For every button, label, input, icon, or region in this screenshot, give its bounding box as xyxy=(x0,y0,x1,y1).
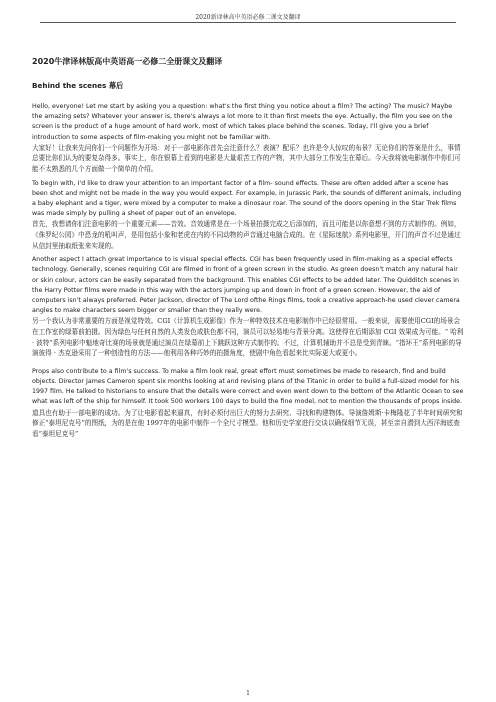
document-body xyxy=(32,56,464,443)
document-subtitle: Behind the scenes 幕后 xyxy=(32,81,124,90)
paragraph-4-english: Props also contribute to a film's success. To make a film look real, great effort must sometimes be made to research, find and build objects. Director James Cameron spent six months looking at and revising plans of the Titanic in order to build a full-sized model for his 1997 film. He talked to historians to ensure that the details were correct and even went down to the bottom of the Atlantic Ocean to see what was left of the ship for himself. It took 500 workers 100 days to build the fine model, not to mention the thousands of props inside. xyxy=(32,367,464,406)
paragraph-2-chinese: 首先，我想请你们注意电影的一个重要元素——音效。音效通常是在一个场景拍摄完成之后添加的，而且可能是以你意想不到的方式制作的。例如，《侏罗纪公园》中恐龙的吼叫声，是用包括小象和老虎在内的不同动物的声音通过电脑合成的。在《星际迷航》系列电影里，开门的声音不过是通过从信封里抽取纸张来实现的。 xyxy=(32,220,461,250)
document-title: 2020牛津译林版高中英语高一必修二全册课文及翻译 xyxy=(32,57,223,66)
paragraph-3-chinese: 另一个我认为非常重要的方面是视觉特效。CGI（计算机生成影像）作为一种特效技术在电影制作中已经很常用。一般来说，需要使用CGI的场景会在工作室的绿幕前拍摄。因为绿色与任何自然的人类发色或肤色都不同，演员可以轻易地与背景分离。这使得在后期添加 CGI 效果成为可能。“ 哈利 · 波特”系列电影中魁地奇比赛的场景就是通过演员在绿幕前上下跳跃这种方式制作的。不过，计算机辅助并不总是受到青睐。“指环王”系列电影的导演彼得 · 杰克逊采用了一种创造性的方法——他利用各种巧妙的拍摄角度，使剧中角色看起来比实际更大或更小。 xyxy=(32,317,464,358)
paragraph-3-english: Another aspect I attach great importance to is visual special effects. CGI has been frequently used in film-making as a special effects technology. Generally, scenes requiring CGI are filmed in front of a green screen in the studio. As green doesn't match any natural hair or skin colour, actors can be easily separated from the background. This enables CGI effects to be added later. The Quidditch scenes in the Harry Potter films were made in this way with the actors jumping up and down in front of a green screen. However, the aid of computers isn't always preferred. Peter Jackson, director of The Lord ofthe Rings films, took a creative approach-he used clever camera angles to make characters seem bigger or smaller than they really were. xyxy=(32,256,460,315)
paragraph-1-chinese: 大家好！让我来先问你们一个问题作为开场：对于一部电影你首先会注意什么？表演？配乐？也许是令人惊叹的布景？无论你们的答案是什么，事情总要比你们认为的要复杂得多。事实上，你在银幕上看到的电影是大量艰苦工作的产物，其中大部分工作发生在幕后。今天我将就电影制作中你们可能不太熟悉的几个方面做一个简单的介绍。 xyxy=(32,143,461,173)
header-divider xyxy=(40,22,456,23)
paragraph-2-english: To begin with, I'd like to draw your attention to an important factor of a film- sound effects. These are often added after a scene has been shot and might not be made in the way you would expect. For example, in Jurassic Park, the sounds of different animals, including a baby elephant and a tiger, were mixed by a computer to make a dinosaur roar. The sound of the doors opening in the Star Trek films was made simply by pulling a sheet of paper out of an envelope. xyxy=(32,179,462,218)
page-header: 2020新译林高中英语必修二课文及翻译 xyxy=(195,14,301,21)
paragraph-1-english: Hello, everyone! Let me start by asking you a question: what's the first thing you notice about a film? The acting? The music? Maybe the amazing sets? Whatever your answer is, there's always a lot more to it than first meets the eye. Actually, the film you see on the screen is the product of a huge amount of hard work, most of which takes place behind the scenes. Today, I'll give you a brief introduction to some aspects of film-making you might not be familiar with. xyxy=(32,103,453,141)
page-number: 1 xyxy=(246,690,250,697)
paragraph-4-chinese: 道具也有助于一部电影的成功。为了让电影看起来逼真，有时必须付出巨大的努力去研究、寻找和构建物体。导演詹姆斯·卡梅隆花了半年时间研究和修正“泰坦尼克号”的图纸，为的是在他 1997年的电影中制作一个全尺寸模型。他和历史学家进行交谈以确保细节无误，甚至亲自潜到大西洋海底查看“泰坦尼克号” xyxy=(32,408,463,438)
